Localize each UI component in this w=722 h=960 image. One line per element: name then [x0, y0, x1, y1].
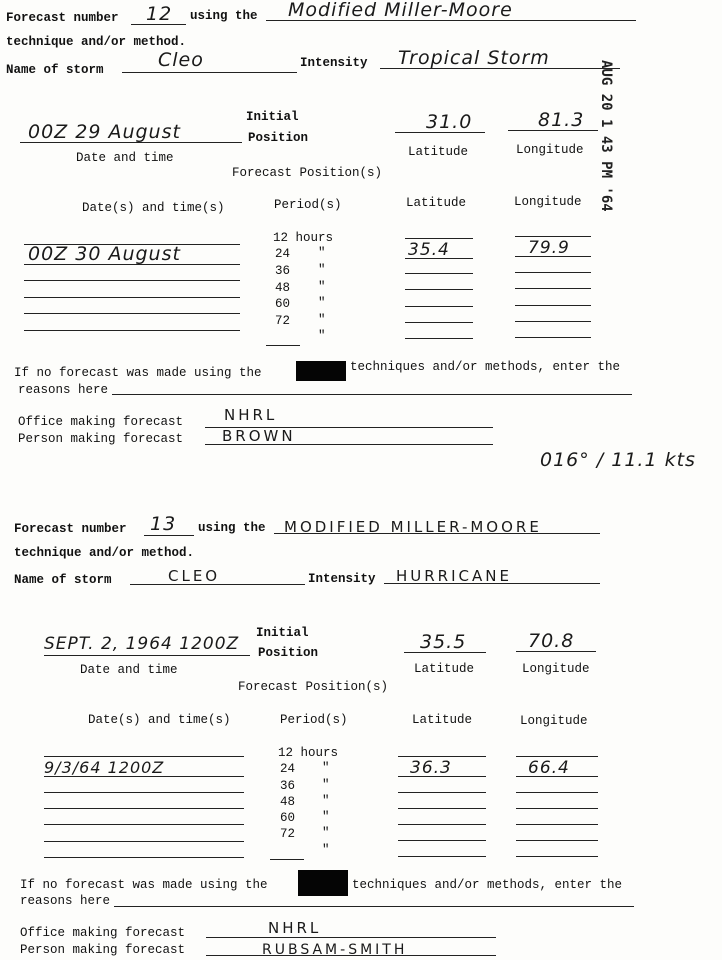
initial-label: Initial: [256, 626, 309, 640]
ditto-mark: ": [322, 778, 330, 792]
forecast-latitude-value: 36.3: [410, 758, 452, 778]
period-36: 36: [280, 779, 296, 793]
intensity-value: HURRICANE: [396, 567, 512, 585]
ditto-mark: ": [322, 810, 330, 824]
longitude-label-1: Longitude: [522, 662, 590, 676]
period-24: 24: [275, 247, 291, 261]
ditto-mark: ": [318, 296, 326, 310]
initial-datetime-value: 00Z 29 August: [28, 121, 181, 143]
ditto-mark: ": [322, 826, 330, 840]
ditto-mark: ": [322, 794, 330, 808]
date-time-label: Date and time: [80, 663, 178, 677]
initial-latitude-value: 31.0: [426, 111, 473, 133]
person-value: RUBSAM-SMITH: [262, 942, 408, 958]
periods-label: Period(s): [274, 198, 342, 212]
redaction-block: [298, 870, 348, 896]
person-label: Person making forecast: [18, 432, 184, 446]
no-forecast-text-1: If no forecast was made using the: [20, 878, 268, 892]
period-72: 72: [275, 314, 291, 328]
handwritten-note: 016° / 11.1 kts: [540, 449, 696, 471]
technique-label: technique and/or method.: [14, 546, 195, 560]
ditto-mark: ": [318, 329, 326, 343]
ditto-mark: ": [322, 843, 330, 857]
latitude-label-1: Latitude: [408, 145, 469, 159]
office-value: NHRL: [268, 919, 322, 937]
period-48: 48: [275, 281, 291, 295]
initial-longitude-value: 70.8: [528, 630, 575, 652]
intensity-value: Tropical Storm: [398, 47, 550, 69]
latitude-label-2: Latitude: [412, 713, 473, 727]
name-of-storm-label: Name of storm: [14, 573, 112, 587]
period-12: 12 hours: [273, 231, 334, 245]
ditto-mark: ": [322, 761, 330, 775]
period-24: 24: [280, 762, 296, 776]
reasons-here-label: reasons here: [18, 383, 109, 397]
forecast-number-label: Forecast number: [6, 11, 119, 25]
technique-label: technique and/or method.: [6, 35, 187, 49]
forecast-positions-label: Forecast Position(s): [238, 680, 389, 694]
date-time-label: Date and time: [76, 151, 174, 165]
forecast-latitude-value: 35.4: [408, 240, 450, 260]
dates-times-label: Date(s) and time(s): [82, 201, 225, 215]
position-label: Position: [258, 646, 319, 660]
forecast-number-label: Forecast number: [14, 522, 127, 536]
name-of-storm-label: Name of storm: [6, 63, 104, 77]
initial-longitude-value: 81.3: [538, 109, 585, 131]
using-the-label: using the: [190, 9, 258, 23]
storm-name-value: CLEO: [168, 567, 221, 585]
latitude-label-2: Latitude: [406, 196, 467, 210]
longitude-label-1: Longitude: [516, 143, 584, 157]
forecast-positions-label: Forecast Position(s): [232, 166, 383, 180]
intensity-label: Intensity: [300, 56, 368, 70]
period-48: 48: [280, 795, 296, 809]
period-60: 60: [275, 297, 291, 311]
periods-label: Period(s): [280, 713, 348, 727]
storm-name-value: Cleo: [158, 49, 204, 71]
office-label: Office making forecast: [20, 926, 186, 940]
period-12: 12 hours: [278, 746, 339, 760]
forecast-longitude-value: 79.9: [528, 238, 570, 258]
longitude-label-2: Longitude: [514, 195, 582, 209]
ditto-mark: ": [318, 280, 326, 294]
forecast-datetime-value: 00Z 30 August: [28, 243, 181, 265]
method-value: MODIFIED MILLER-MOORE: [284, 518, 542, 536]
initial-label: Initial: [246, 110, 299, 124]
period-72: 72: [280, 827, 296, 841]
no-forecast-text-2: techniques and/or methods, enter the: [350, 360, 621, 374]
no-forecast-text-2: techniques and/or methods, enter the: [352, 878, 623, 892]
forecast-longitude-value: 66.4: [528, 758, 570, 778]
office-label: Office making forecast: [18, 415, 184, 429]
using-the-label: using the: [198, 521, 266, 535]
forecast-datetime-value: 9/3/64 1200Z: [44, 758, 165, 777]
forecast-number-value: 13: [150, 513, 177, 535]
intensity-label: Intensity: [308, 572, 376, 586]
latitude-label-1: Latitude: [414, 662, 475, 676]
initial-latitude-value: 35.5: [420, 631, 467, 653]
ditto-mark: ": [318, 263, 326, 277]
redaction-block: [296, 361, 346, 381]
reasons-here-label: reasons here: [20, 894, 111, 908]
position-label: Position: [248, 131, 309, 145]
period-60: 60: [280, 811, 296, 825]
period-36: 36: [275, 264, 291, 278]
ditto-mark: ": [318, 313, 326, 327]
method-value: Modified Miller-Moore: [288, 0, 513, 21]
received-stamp: AUG 20 1 43 PM '64: [598, 60, 614, 212]
ditto-mark: ": [318, 246, 326, 260]
no-forecast-text-1: If no forecast was made using the: [14, 366, 262, 380]
office-value: NHRL: [224, 406, 278, 424]
person-value: BROWN: [222, 427, 296, 445]
person-label: Person making forecast: [20, 943, 186, 957]
dates-times-label: Date(s) and time(s): [88, 713, 231, 727]
initial-datetime-value: SEPT. 2, 1964 1200Z: [44, 634, 240, 654]
longitude-label-2: Longitude: [520, 714, 588, 728]
forecast-number-value: 12: [146, 3, 173, 25]
